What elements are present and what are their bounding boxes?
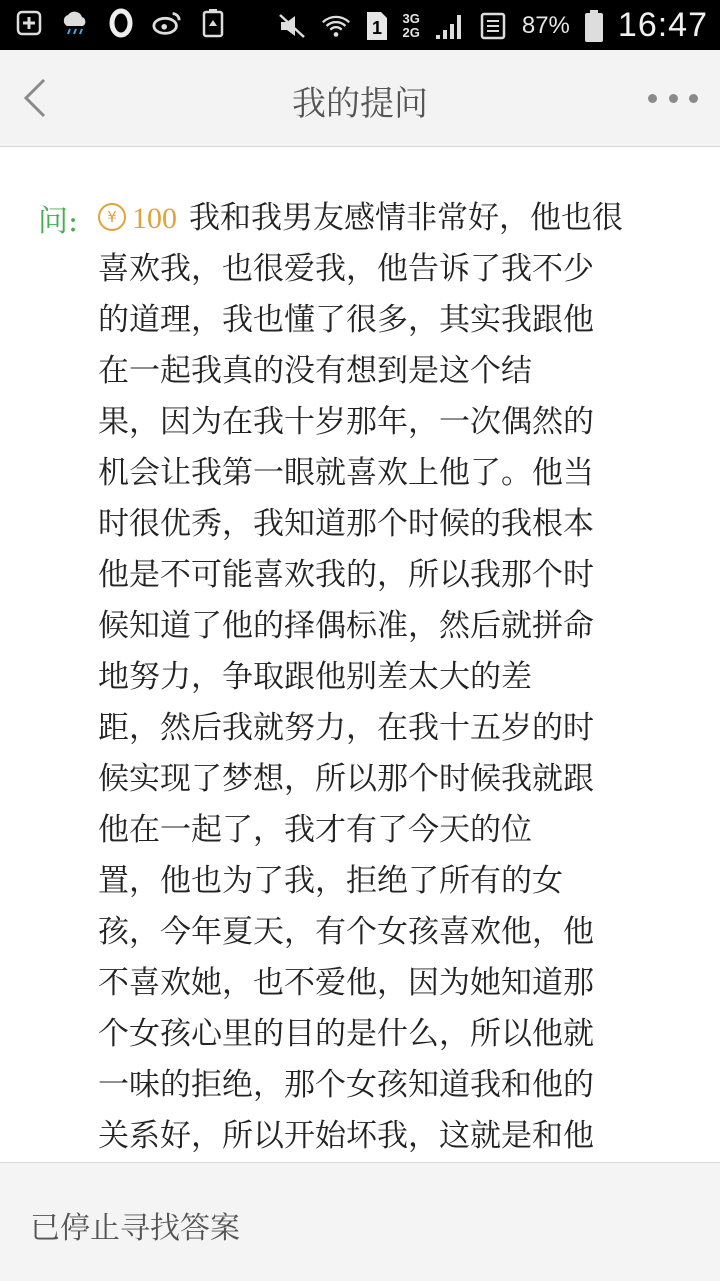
o-icon: [106, 8, 136, 38]
question-prefix: 问:: [38, 204, 79, 239]
sim-card-icon: [365, 11, 389, 41]
battery-percent: 87%: [521, 11, 570, 39]
question-line: [98, 196, 698, 247]
bottom-bar: [0, 1162, 720, 1281]
reward-amount: 100: [132, 202, 177, 235]
question-line: 机会让我第一眼就喜欢上他了。他当: [98, 455, 594, 491]
question-line: 个女孩心里的目的是什么，所以他就: [98, 1016, 594, 1052]
network-type-bottom: 2G: [402, 24, 420, 40]
battery-icon: [584, 11, 604, 41]
network-type: [403, 12, 420, 40]
question-line: 一味的拒绝，那个女孩知道我和他的: [98, 1067, 594, 1103]
question-line: 候实现了梦想，所以那个时候我就跟: [98, 761, 594, 797]
question-line: 他在一起了，我才有了今天的位: [98, 812, 532, 848]
answer-status: 已停止寻找答案: [30, 1211, 240, 1246]
question-line-text: 我和我男友感情非常好，他也很: [189, 200, 623, 236]
question-line: 不喜欢她，也不爱他，因为她知道那: [98, 965, 594, 1001]
question-line: 距，然后我就努力，在我十五岁的时: [98, 710, 594, 746]
question-line: 置，他也为了我，拒绝了所有的女: [98, 863, 563, 899]
reward-coin-icon: ¥: [98, 203, 126, 231]
clock: 16:47: [617, 6, 708, 44]
dot-icon: [669, 94, 678, 103]
mute-icon: [277, 11, 307, 41]
battery-recycle-icon: [198, 8, 228, 38]
dot-icon: [689, 94, 698, 103]
data-icon: [478, 11, 508, 41]
question-text: [98, 196, 698, 1216]
network-type-top: 3G: [402, 10, 420, 26]
question-line: 他是不可能喜欢我的，所以我那个时: [98, 557, 594, 593]
signal-icon: [434, 11, 464, 41]
question-line: 候知道了他的择偶标准，然后就拼命: [98, 608, 594, 644]
header: [0, 50, 720, 147]
plus-box-icon: [14, 8, 44, 38]
svg-text:1: 1: [371, 17, 382, 38]
question-line: 喜欢我，也很爱我，他告诉了我不少: [98, 251, 594, 287]
status-bar-left: [14, 8, 228, 38]
page-title: 我的提问: [292, 84, 428, 124]
wifi-icon: [321, 11, 351, 41]
cloud-rain-icon: [60, 8, 90, 38]
question-line: 果，因为在我十岁那年，一次偶然的: [98, 404, 594, 440]
weibo-icon: [152, 8, 182, 38]
status-bar: [0, 0, 720, 50]
question-line: 孩，今年夏天，有个女孩喜欢他，他: [98, 914, 594, 950]
question-line: 关系好，所以开始坏我，这就是和他: [98, 1118, 594, 1154]
question-line: 在一起我真的没有想到是这个结: [98, 353, 532, 389]
status-bar-right: [277, 6, 708, 45]
question-line: 的道理，我也懂了很多，其实我跟他: [98, 302, 594, 338]
question-line: 地努力，争取跟他别差太大的差: [98, 659, 532, 695]
dot-icon: [648, 94, 657, 103]
more-options-button[interactable]: [648, 90, 698, 106]
question-line: 时很优秀，我知道那个时候的我根本: [98, 506, 594, 542]
